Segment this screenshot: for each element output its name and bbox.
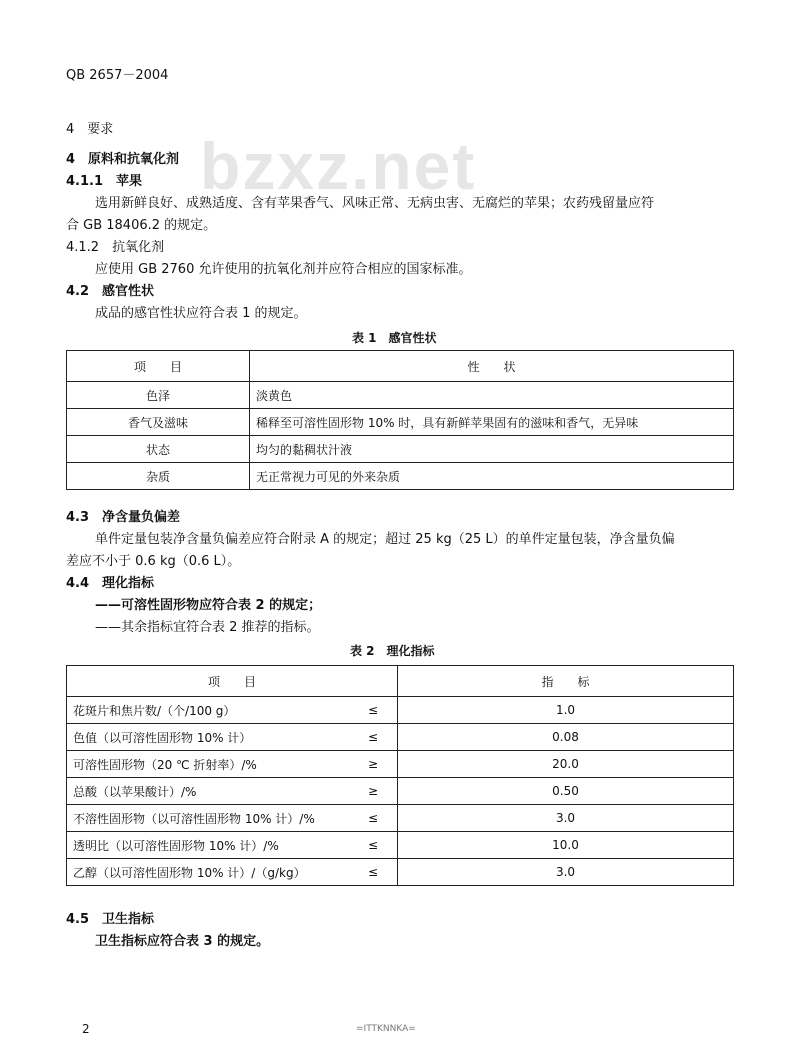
table2-cell-value: 20.0: [398, 751, 734, 778]
section-4-3-text-line1: 单件定量包装净含量负偏差应符合附录 A 的规定；超过 25 kg（25 L）的单件定量包装，净含量负偏: [95, 532, 675, 547]
table-row: [67, 805, 734, 832]
section-4-1-1-text-line1: 选用新鲜良好、成熟适度、含有苹果香气、风味正常、无病虫害、无腐烂的苹果；农药残留量应符: [95, 196, 655, 211]
table2-cell-operator: ≤: [349, 832, 398, 859]
table2-cell-operator: ≤: [349, 859, 398, 886]
section-4-3-text-line2: 差应不小于 0.6 kg（0.6 L）。: [66, 554, 241, 569]
table2-cell-value: 0.50: [398, 778, 734, 805]
table1-cell-property: 稀释至可溶性固形物 10% 时，具有新鲜苹果固有的滋味和香气，无异味: [250, 409, 734, 436]
document-code: QB 2657－2004: [66, 68, 169, 83]
section-4-1-2-heading: 4.1.2 抗氧化剂: [66, 240, 165, 255]
table1-cell-item: 色泽: [67, 382, 250, 409]
table2-cell-operator: ≤: [349, 724, 398, 751]
table2-cell-operator: ≤: [349, 805, 398, 832]
table-row: [67, 436, 734, 463]
table-row: [67, 382, 734, 409]
table2-caption: 表 2 理化指标: [350, 644, 435, 658]
section-4-3-heading: 4.3 净含量负偏差: [66, 510, 181, 525]
table1: [66, 350, 734, 490]
section-4-4-heading: 4.4 理化指标: [66, 576, 155, 591]
section-4-1-heading: 4 原料和抗氧化剂: [66, 152, 180, 167]
table2-cell-item: 可溶性固形物（20 ℃ 折射率）/%: [67, 751, 350, 778]
page-number: 2: [82, 1022, 90, 1036]
table1-cell-property: 无正常视力可见的外来杂质: [250, 463, 734, 490]
table2: [66, 665, 734, 886]
table2-cell-value: 0.08: [398, 724, 734, 751]
table2-cell-item: 色值（以可溶性固形物 10% 计）: [67, 724, 350, 751]
table2-cell-item: 乙醇（以可溶性固形物 10% 计）/（g/kg）: [67, 859, 350, 886]
table2-cell-value: 3.0: [398, 805, 734, 832]
section-4-5-heading: 4.5 卫生指标: [66, 912, 155, 927]
section-4-1-2-text: 应使用 GB 2760 允许使用的抗氧化剂并应符合相应的国家标准。: [95, 262, 472, 277]
table1-cell-item: 状态: [67, 436, 250, 463]
table-row: [67, 724, 734, 751]
table2-header-value: 指 标: [398, 666, 734, 697]
section-4-2-text: 成品的感官性状应符合表 1 的规定。: [95, 306, 307, 321]
section-4-4-item2: ——其余指标宜符合表 2 推荐的指标。: [95, 620, 320, 635]
table1-cell-property: 均匀的黏稠状汁液: [250, 436, 734, 463]
table-row: [67, 832, 734, 859]
table1-caption: 表 1 感官性状: [352, 331, 437, 345]
section-4-1-1-heading: 4.1.1 苹果: [66, 174, 143, 189]
table2-cell-value: 10.0: [398, 832, 734, 859]
section-4-5-text: 卫生指标应符合表 3 的规定。: [95, 934, 270, 949]
table2-cell-operator: ≥: [349, 778, 398, 805]
table2-cell-value: 1.0: [398, 697, 734, 724]
table2-cell-item: 总酸（以苹果酸计）/%: [67, 778, 350, 805]
watermark: bzxz.net: [200, 129, 477, 203]
table2-header-item: 项 目: [67, 666, 398, 697]
table2-cell-operator: ≤: [349, 697, 398, 724]
table1-header-row: [67, 351, 734, 382]
section-4-1-1-text-line2: 合 GB 18406.2 的规定。: [66, 218, 217, 233]
table1-cell-item: 杂质: [67, 463, 250, 490]
table-row: [67, 697, 734, 724]
table-row: [67, 778, 734, 805]
table2-header-row: [67, 666, 734, 697]
table-row: [67, 859, 734, 886]
section-4-4-item1: ——可溶性固形物应符合表 2 的规定；: [95, 598, 322, 613]
table1-header-item: 项 目: [67, 351, 250, 382]
table1-cell-property: 淡黄色: [250, 382, 734, 409]
table2-cell-value: 3.0: [398, 859, 734, 886]
table-row: [67, 409, 734, 436]
table1-header-property: 性 状: [250, 351, 734, 382]
table2-cell-item: 透明比（以可溶性固形物 10% 计）/%: [67, 832, 350, 859]
table2-cell-item: 花斑片和焦片数/（个/100 g）: [67, 697, 350, 724]
table-row: [67, 463, 734, 490]
table1-cell-item: 香气及滋味: [67, 409, 250, 436]
section-4-2-heading: 4.2 感官性状: [66, 284, 155, 299]
table2-cell-operator: ≥: [349, 751, 398, 778]
footer-stamp: =ITTKNNKA=: [356, 1024, 416, 1034]
table-row: [67, 751, 734, 778]
table2-cell-item: 不溶性固形物（以可溶性固形物 10% 计）/%: [67, 805, 350, 832]
section-4-heading: 4 要求: [66, 122, 114, 137]
